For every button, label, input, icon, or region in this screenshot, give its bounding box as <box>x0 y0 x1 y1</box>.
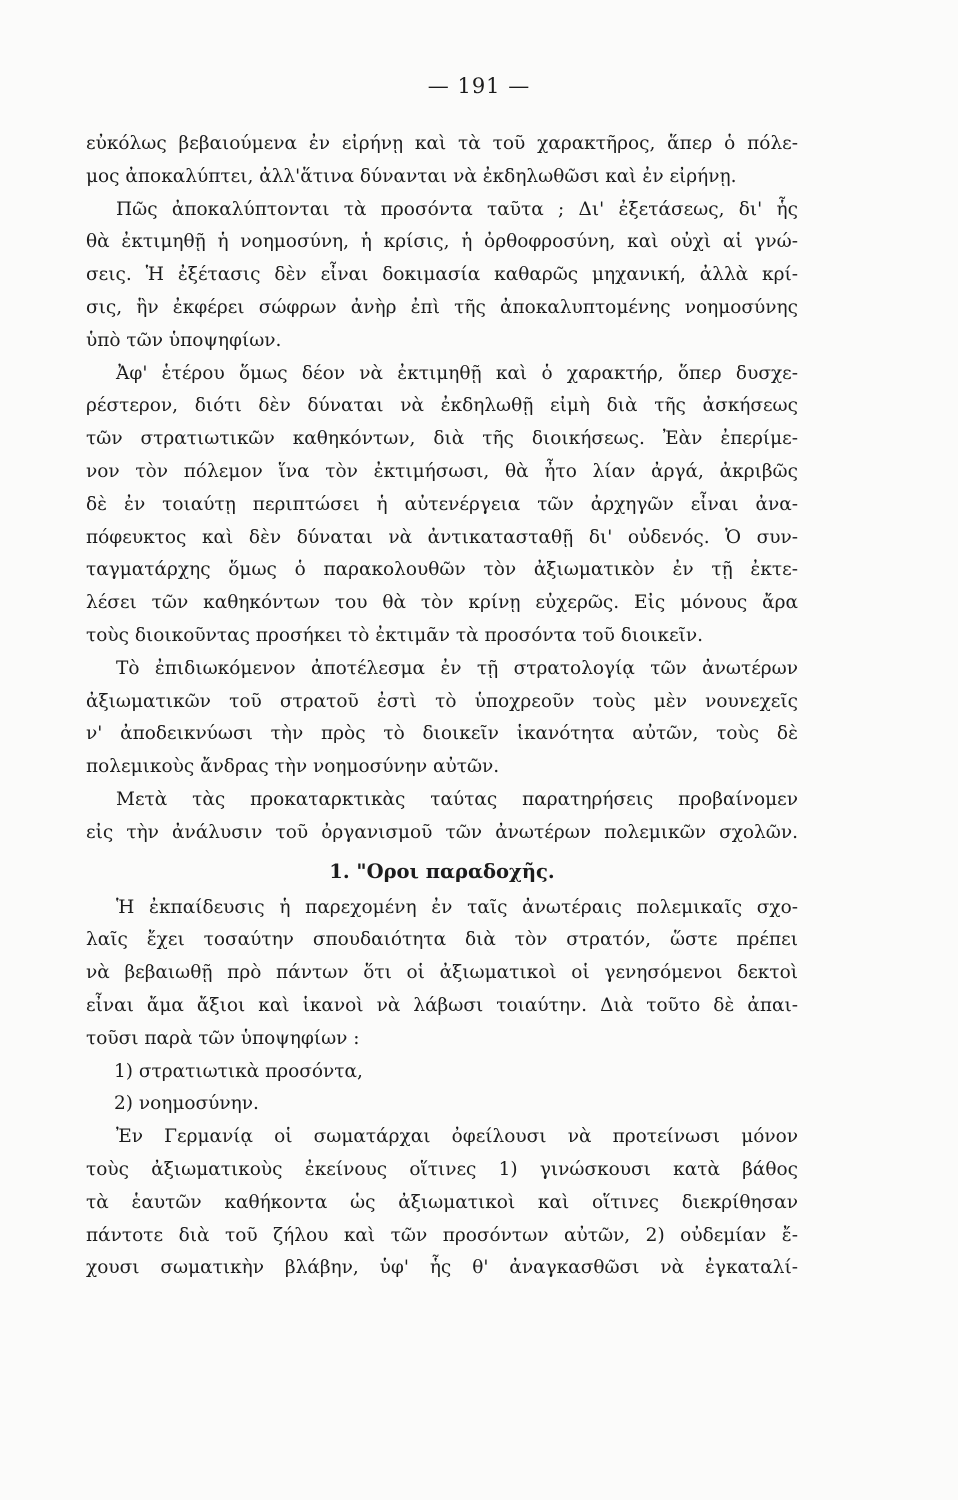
body-text <box>86 128 798 1285</box>
text-line: εἰς τὴν ἀνάλυσιν τοῦ ὀργανισμοῦ τῶν ἀνωτέρων πολεμικῶν σχολῶν. <box>86 821 798 843</box>
text-line: ὑπὸ τῶν ὑποψηφίων. <box>86 329 282 351</box>
text-line: Ἡ ἐκπαίδευσις ἡ παρεχομένη ἐν ταῖς ἀνωτέραις πολεμικαῖς σχο- <box>116 896 798 918</box>
text-line: λέσει τῶν καθηκόντων του θὰ τὸν κρίνῃ εὐχερῶς. Εἰς μόνους ἄρα <box>86 592 798 614</box>
text-line: πόφευκτος καὶ δὲν δύναται νὰ ἀντικατασταθῇ δι' οὐδενός. Ὁ συν- <box>86 526 798 548</box>
text-line: Ἀφ' ἑτέρου ὅμως δέον νὰ ἐκτιμηθῇ καὶ ὁ χαρακτήρ, ὅπερ δυσχε- <box>116 362 798 384</box>
text-line: νὰ βεβαιωθῇ πρὸ πάντων ὅτι οἱ ἀξιωματικοὶ οἱ γενησόμενοι δεκτοὶ <box>86 962 798 984</box>
section-heading: 1. "Οροι παραδοχῆς. <box>329 859 555 883</box>
text-line: εὐκόλως βεβαιούμενα ἐν εἰρήνῃ καὶ τὰ τοῦ χαρακτῆρος, ἅπερ ὁ πόλε- <box>86 133 798 154</box>
text-line: πολεμικοὺς ἄνδρας τὴν νοημοσύνην αὐτῶν. <box>86 756 500 778</box>
text-line: χουσι σωματικὴν βλάβην, ὑφ' ἧς θ' ἀναγκασθῶσι νὰ ἐγκαταλί- <box>86 1257 798 1279</box>
text-line: δὲ ἐν τοιαύτῃ περιπτώσει ἡ αὐτενέργεια τῶν ἀρχηγῶν εἶναι ἀνα- <box>86 493 798 515</box>
text-line: ν' ἀποδεικνύωσι τὴν πρὸς τὸ διοικεῖν ἱκανότητα αὐτῶν, τοὺς δὲ <box>86 723 798 745</box>
text-line: τοῦσι παρὰ τῶν ὑποψηφίων : <box>86 1027 360 1049</box>
text-line: σεις. Ἡ ἐξέτασις δὲν εἶναι δοκιμασία καθαρῶς μηχανική, ἀλλὰ κρί- <box>86 264 798 286</box>
page-number: — 191 — <box>427 74 531 98</box>
text-line: ταγματάρχης ὅμως ὁ παρακολουθῶν τὸν ἀξιωματικὸν ἐν τῇ ἐκτε- <box>86 559 798 581</box>
text-line: Μετὰ τὰς προκαταρκτικὰς ταύτας παρατηρήσεις προβαίνομεν <box>116 788 798 810</box>
list-item: 1) στρατιωτικὰ προσόντα, <box>114 1060 363 1082</box>
text-line: εἶναι ἄμα ἄξιοι καὶ ἱκανοὶ νὰ λάβωσι τοιαύτην. Διὰ τοῦτο δὲ ἀπαι- <box>86 994 798 1016</box>
text-line: θὰ ἐκτιμηθῇ ἡ νοημοσύνη, ἡ κρίσις, ἡ ὀρθοφροσύνη, καὶ οὐχὶ αἱ γνώ- <box>86 231 798 253</box>
text-line: τοὺς ἀξιωματικοὺς ἐκείνους οἵτινες 1) γινώσκουσι κατὰ βάθος <box>86 1158 798 1180</box>
text-line: τοὺς διοικοῦντας προσήκει τὸ ἐκτιμᾶν τὰ προσόντα τοῦ διοικεῖν. <box>86 624 704 646</box>
text-line: Τὸ ἐπιδιωκόμενον ἀποτέλεσμα ἐν τῇ στρατολογίᾳ τῶν ἀνωτέρων <box>116 657 798 679</box>
text-line: ρέστερον, διότι δὲν δύναται νὰ ἐκδηλωθῇ εἰμὴ διὰ τῆς ἀσκήσεως <box>86 395 798 417</box>
text-line: πάντοτε διὰ τοῦ ζήλου καὶ τῶν προσόντων αὐτῶν, 2) οὐδεμίαν ἔ- <box>86 1224 798 1246</box>
text-line: τῶν στρατιωτικῶν καθηκόντων, διὰ τῆς διοικήσεως. Ἐὰν ἐπερίμε- <box>86 428 798 450</box>
text-line: τὰ ἑαυτῶν καθήκοντα ὡς ἀξιωματικοὶ καὶ οἵτινες διεκρίθησαν <box>86 1191 798 1213</box>
text-line: λαῖς ἔχει τοσαύτην σπουδαιότητα διὰ τὸν στρατόν, ὥστε πρέπει <box>86 929 798 951</box>
text-line: σις, ἣν ἐκφέρει σώφρων ἀνὴρ ἐπὶ τῆς ἀποκαλυπτομένης νοημοσύνης <box>86 296 798 318</box>
text-line: μος ἀποκαλύπτει, ἀλλ'ἅτινα δύνανται νὰ ἐκδηλωθῶσι καὶ ἐν εἰρήνῃ. <box>86 165 737 187</box>
list-item: 2) νοημοσύνην. <box>114 1093 259 1115</box>
text-line: ἀξιωματικῶν τοῦ στρατοῦ ἐστὶ τὸ ὑποχρεοῦν τοὺς μὲν νουνεχεῖς <box>86 690 798 712</box>
text-line: Πῶς ἀποκαλύπτονται τὰ προσόντα ταῦτα ; Δι' ἐξετάσεως, δι' ἧς <box>116 198 798 220</box>
text-line: Ἐν Γερμανίᾳ οἱ σωματάρχαι ὀφείλουσι νὰ προτείνωσι μόνον <box>116 1126 798 1148</box>
text-line: νον τὸν πόλεμον ἵνα τὸν ἐκτιμήσωσι, θὰ ἦτο λίαν ἀργά, ἀκριβῶς <box>86 460 798 482</box>
